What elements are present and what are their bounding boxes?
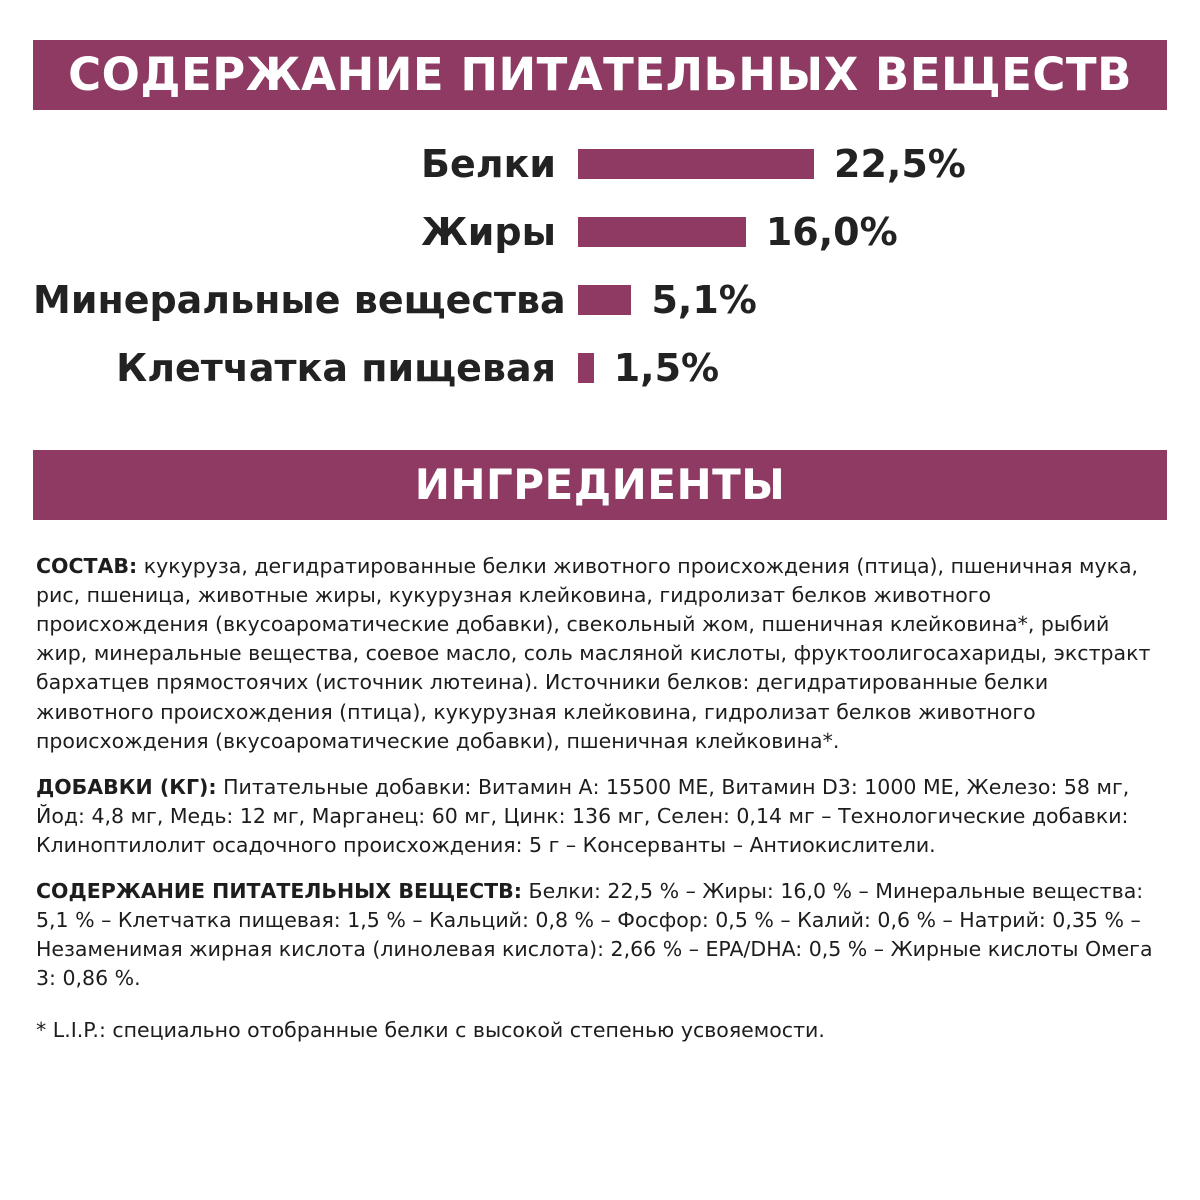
- chart-row: [33, 130, 1167, 198]
- composition-paragraph: [36, 552, 1156, 756]
- chart-value-label: 22,5%: [834, 142, 966, 186]
- ingredients-text-block: [36, 552, 1156, 1045]
- chart-value-label: 5,1%: [651, 278, 757, 322]
- chart-row: [33, 266, 1167, 334]
- additives-paragraph: [36, 773, 1156, 860]
- chart-category-label: Белки: [421, 142, 556, 186]
- chart-row: [33, 198, 1167, 266]
- chart-bar: [578, 285, 631, 315]
- chart-bar-wrap: [578, 346, 1167, 390]
- composition-label: СОСТАВ:: [36, 554, 138, 578]
- chart-category-label: Клетчатка пищевая: [116, 346, 556, 390]
- lip-footnote: * L.I.P.: специально отобранные белки с высокой степенью усвояемости.: [36, 1017, 825, 1042]
- additives-text: Питательные добавки: Витамин А: 15500 МЕ, Витамин D3: 1000 МЕ, Железо: 58 мг, Йод: 4,8 мг, Медь: 12 мг, Марганец: 60 мг, Цинк: 136 мг, Селен: 0,14 мг – Технологические добавки: Клиноптилолит осадочного происхождения: 5 г – Консерванты – Антиокислители.: [36, 774, 1130, 857]
- analysis-label: СОДЕРЖАНИЕ ПИТАТЕЛЬНЫХ ВЕЩЕСТВ:: [36, 879, 522, 904]
- chart-value-label: 16,0%: [765, 210, 898, 254]
- chart-bar-wrap: [578, 278, 1167, 322]
- ingredients-section-title: ИНГРЕДИЕНТЫ: [33, 450, 1167, 520]
- chart-category-label: Минеральные вещества: [33, 278, 566, 322]
- analysis-paragraph: [36, 877, 1156, 993]
- nutrient-bar-chart: [33, 130, 1167, 430]
- chart-bar: [578, 217, 746, 247]
- additives-label: ДОБАВКИ (КГ):: [36, 774, 217, 799]
- chart-row: [33, 334, 1167, 402]
- chart-bar: [578, 149, 814, 179]
- chart-bar-wrap: [578, 210, 1167, 254]
- nutrition-section-title: СОДЕРЖАНИЕ ПИТАТЕЛЬНЫХ ВЕЩЕСТВ: [33, 40, 1167, 110]
- chart-category-label: Жиры: [421, 210, 556, 254]
- chart-value-label: 1,5%: [613, 346, 720, 390]
- chart-bar: [578, 353, 594, 383]
- analysis-text: Белки: 22,5 % – Жиры: 16,0 % – Минеральные вещества: 5,1 % – Клетчатка пищевая: 1,5 % – Кальций: 0,8 % – Фосфор: 0,5 % – Калий: 0,6 % – Натрий: 0,35 % – Незаменимая жирная кислота (линолевая кислота): 2,66 % – EPA/DHA: 0,5 % – Жирные кислоты Омега 3: 0,86 %.: [36, 879, 1153, 991]
- chart-bar-wrap: [578, 142, 1167, 186]
- composition-text: кукуруза, дегидратированные белки животного происхождения (птица), пшеничная мука, рис, пшеница, животные жиры, кукурузная клейковина, гидролизат белков животного происхождения (вкусоароматические добавки), свекольный жом, пшеничная клейковина*, рыбий жир, минеральные вещества, соевое масло, соль масляной кислоты, фруктоолигосахариды, экстракт бархатцев прямостоячих (источник лютеина). Источники белков: дегидратированные белки животного происхождения (птица), кукурузная клейковина, гидролизат белков животного происхождения (вкусоароматические добавки), пшеничная клейковина*.: [36, 554, 1151, 753]
